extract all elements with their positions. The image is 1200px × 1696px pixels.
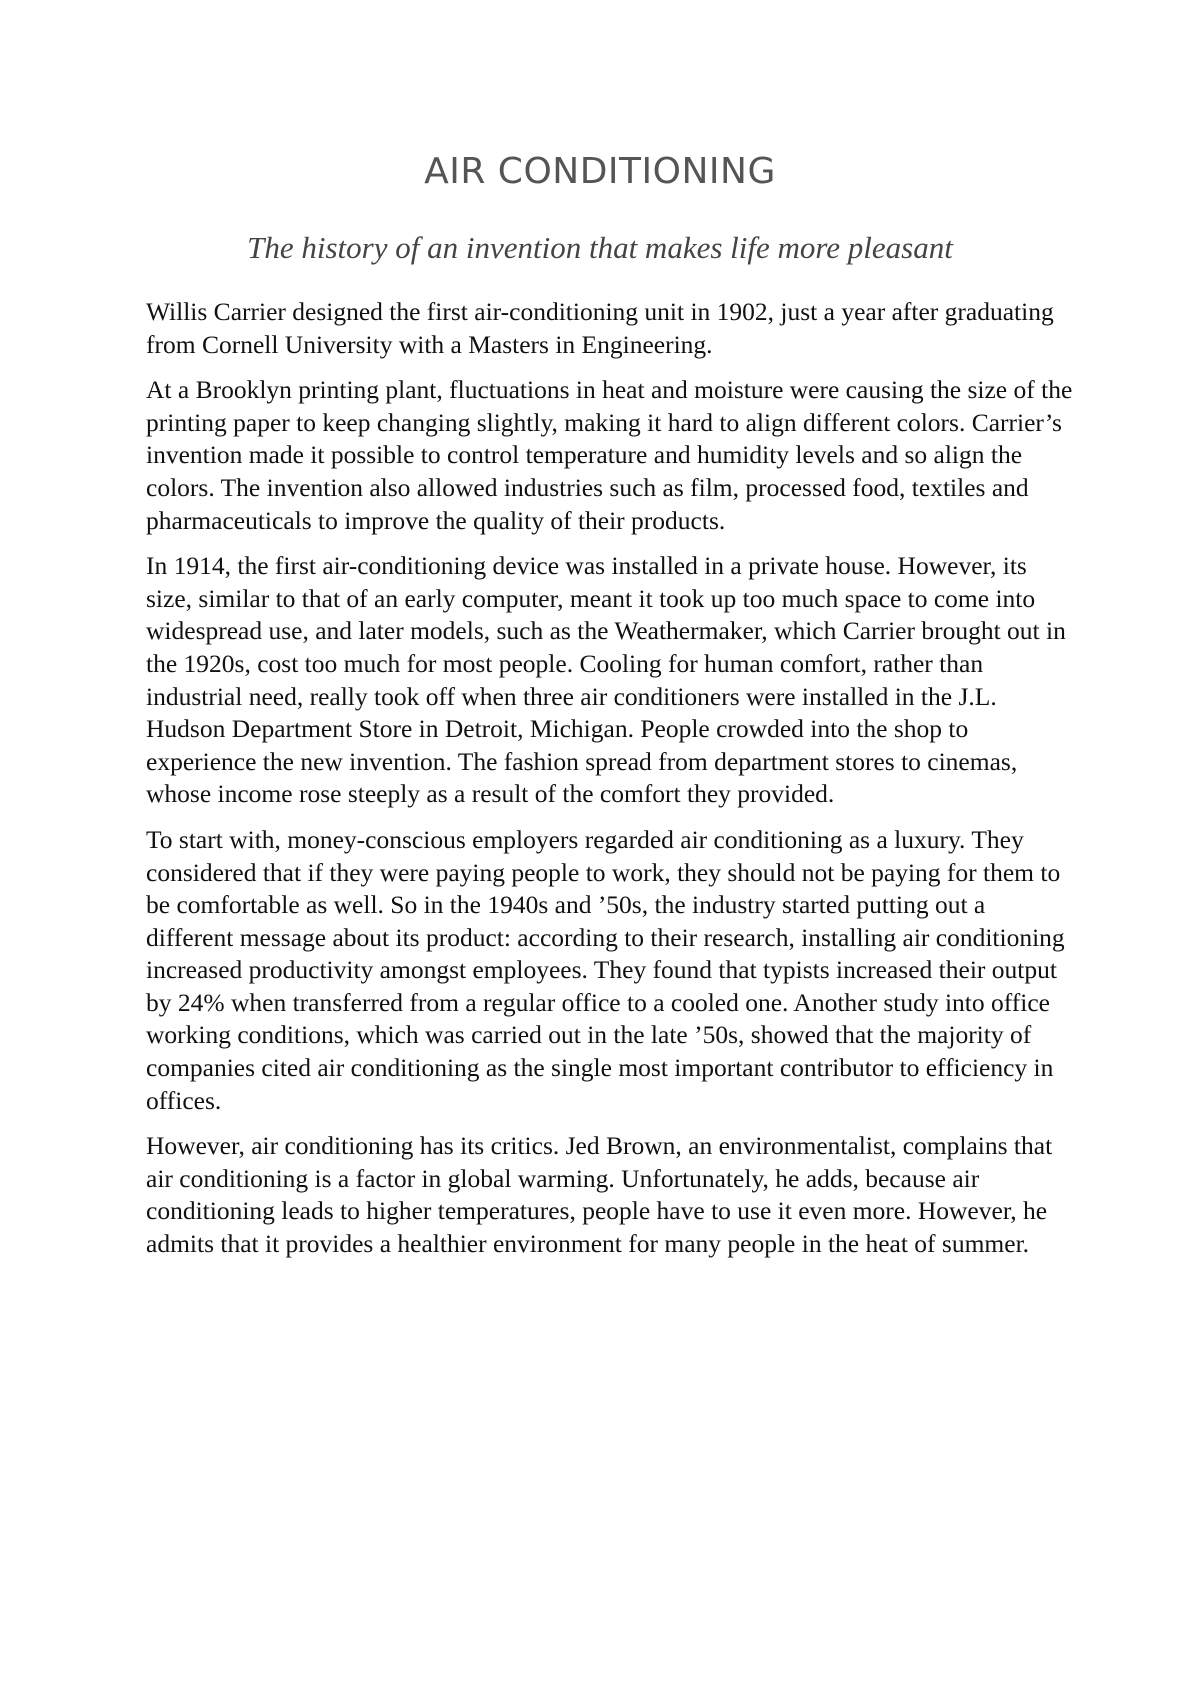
page-title: AIR CONDITIONING bbox=[424, 151, 776, 192]
paragraph: Willis Carrier designed the first air-conditioning unit in 1902, just a year after graduating from Cornell University with a Masters in Engineering. bbox=[146, 297, 1054, 359]
paragraph: To start with, money-conscious employers regarded air conditioning as a luxury. They considered that if they were paying people to work, they should not be paying for them to be comfortable as well. So in the 1940s and ’50s, the industry started putting out a different message about its product: according to their research, installing air conditioning increased productivity amongst employees. They found that typists increased their output by 24% when transferred from a regular office to a cooled one. Another study into office working conditions, which was carried out in the late ’50s, showed that the majority of companies cited air conditioning as the single most important contributor to efficiency in offices. bbox=[146, 824, 1065, 1115]
page-subtitle: The history of an invention that makes life more pleasant bbox=[247, 230, 953, 265]
article-body bbox=[146, 296, 1076, 1274]
paragraph: At a Brooklyn printing plant, fluctuations in heat and moisture were causing the size of the printing paper to keep changing slightly, making it hard to align different colors. Carrier’s invention made it possible to control temperature and humidity levels and so align the colors. The invention also allowed industries such as film, processed food, textiles and pharmaceuticals to improve the quality of their products. bbox=[146, 375, 1073, 535]
paragraph: In 1914, the first air-conditioning device was installed in a private house. However, its size, similar to that of an early computer, meant it took up too much space to come into widespread use, and later models, such as the Weathermaker, which Carrier brought out in the 1920s, cost too much for most people. Cooling for human comfort, rather than industrial need, really took off when three air conditioners were installed in the J.L. Hudson Department Store in Detroit, Michigan. People crowded into the shop to experience the new invention. The fashion spread from department stores to cinemas, whose income rose steeply as a result of the comfort they provided. bbox=[146, 551, 1066, 809]
paragraph: However, air conditioning has its critics. Jed Brown, an environmentalist, complains that air conditioning is a factor in global warming. Unfortunately, he adds, because air conditioning leads to higher temperatures, people have to use it even more. However, he admits that it provides a healthier environment for many people in the heat of summer. bbox=[146, 1131, 1053, 1259]
